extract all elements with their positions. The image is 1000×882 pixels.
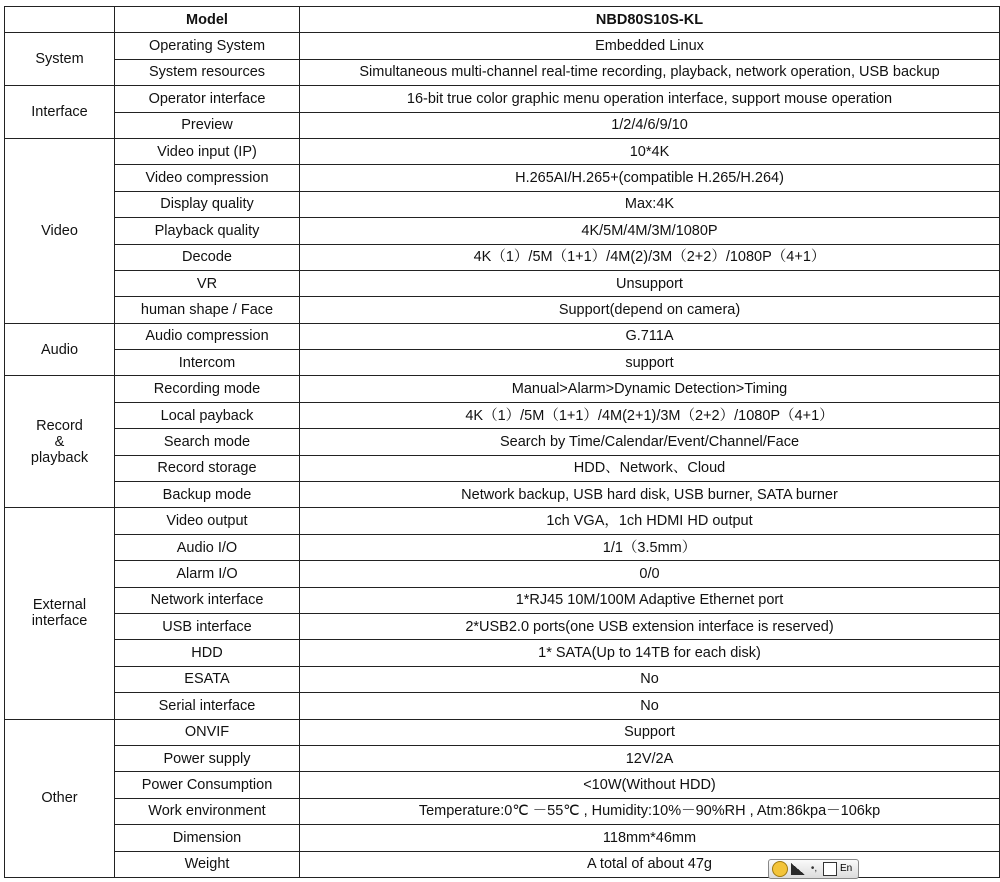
feature-cell: Intercom <box>115 350 300 376</box>
feature-cell: Network interface <box>115 587 300 613</box>
feature-cell: USB interface <box>115 613 300 639</box>
table-row <box>5 429 1000 455</box>
category-label: Other <box>41 790 78 807</box>
value-cell: Simultaneous multi-channel real-time recording, playback, network operation, USB backup <box>300 59 1000 85</box>
table-row <box>5 640 1000 666</box>
value-cell: No <box>300 693 1000 719</box>
table-row <box>5 719 1000 745</box>
value-cell: Manual>Alarm>Dynamic Detection>Timing <box>300 376 1000 402</box>
table-row <box>5 270 1000 296</box>
category-cell <box>5 719 115 877</box>
category-label: Video <box>41 222 78 239</box>
feature-cell: Audio compression <box>115 323 300 349</box>
table-row <box>5 561 1000 587</box>
value-cell: 2*USB2.0 ports(one USB extension interface is reserved) <box>300 613 1000 639</box>
feature-cell: Weight <box>115 851 300 877</box>
feature-cell: human shape / Face <box>115 297 300 323</box>
header-model-label: Model <box>115 7 300 33</box>
category-label: playback <box>30 449 89 466</box>
table-row <box>5 482 1000 508</box>
feature-cell: HDD <box>115 640 300 666</box>
feature-cell: Work environment <box>115 798 300 824</box>
table-row <box>5 165 1000 191</box>
table-row <box>5 798 1000 824</box>
value-cell: 10*4K <box>300 138 1000 164</box>
feature-cell: ESATA <box>115 666 300 692</box>
value-cell: A total of about 47g <box>300 851 1000 877</box>
soft-keyboard-icon[interactable] <box>823 862 837 876</box>
table-row <box>5 666 1000 692</box>
language-indicator[interactable]: En <box>840 863 853 874</box>
table-row <box>5 350 1000 376</box>
table-row <box>5 825 1000 851</box>
value-cell: Temperature:0℃ －55℃ , Humidity:10%－90%RH , Atm:86kpa－106kp <box>300 798 1000 824</box>
category-cell <box>5 33 115 86</box>
feature-cell: Operating System <box>115 33 300 59</box>
value-cell: support <box>300 350 1000 376</box>
category-cell <box>5 323 115 376</box>
value-cell: 0/0 <box>300 561 1000 587</box>
table-row <box>5 587 1000 613</box>
ime-face-icon[interactable] <box>772 861 788 877</box>
header-model-value: NBD80S10S-KL <box>300 7 1000 33</box>
feature-cell: Recording mode <box>115 376 300 402</box>
feature-cell: Preview <box>115 112 300 138</box>
feature-cell: Power Consumption <box>115 772 300 798</box>
value-cell: Support(depend on camera) <box>300 297 1000 323</box>
table-row <box>5 297 1000 323</box>
value-cell: Max:4K <box>300 191 1000 217</box>
header-row <box>5 7 1000 33</box>
punctuation-icon[interactable]: •, <box>810 863 818 874</box>
value-cell: Network backup, USB hard disk, USB burner, SATA burner <box>300 482 1000 508</box>
value-cell: 4K（1）/5M（1+1）/4M(2)/3M（2+2）/1080P（4+1） <box>300 244 1000 270</box>
feature-cell: Record storage <box>115 455 300 481</box>
category-cell <box>5 508 115 719</box>
category-cell <box>5 138 115 323</box>
table-row <box>5 33 1000 59</box>
table-row <box>5 534 1000 560</box>
feature-cell: Playback quality <box>115 218 300 244</box>
value-cell: <10W(Without HDD) <box>300 772 1000 798</box>
value-cell: Embedded Linux <box>300 33 1000 59</box>
table-row <box>5 772 1000 798</box>
table-row <box>5 613 1000 639</box>
value-cell: 1/1（3.5mm） <box>300 534 1000 560</box>
category-label: System <box>35 51 84 68</box>
feature-cell: Video compression <box>115 165 300 191</box>
feature-cell: Power supply <box>115 745 300 771</box>
feature-cell: Dimension <box>115 825 300 851</box>
table-row <box>5 402 1000 428</box>
table-row <box>5 112 1000 138</box>
feature-cell: Alarm I/O <box>115 561 300 587</box>
feature-cell: VR <box>115 270 300 296</box>
value-cell: 1* SATA(Up to 14TB for each disk) <box>300 640 1000 666</box>
table-row <box>5 218 1000 244</box>
category-cell <box>5 376 115 508</box>
feature-cell: Backup mode <box>115 482 300 508</box>
value-cell: 4K/5M/4M/3M/1080P <box>300 218 1000 244</box>
feature-cell: Serial interface <box>115 693 300 719</box>
value-cell: 1/2/4/6/9/10 <box>300 112 1000 138</box>
spec-table <box>4 6 1000 878</box>
category-label: Interface <box>31 104 88 121</box>
feature-cell: Audio I/O <box>115 534 300 560</box>
value-cell: No <box>300 666 1000 692</box>
value-cell: Unsupport <box>300 270 1000 296</box>
category-label: Audio <box>40 341 79 358</box>
table-row <box>5 745 1000 771</box>
value-cell: 1*RJ45 10M/100M Adaptive Ethernet port <box>300 587 1000 613</box>
table-row <box>5 244 1000 270</box>
table-row <box>5 455 1000 481</box>
table-row <box>5 138 1000 164</box>
ime-language-bar[interactable] <box>768 859 859 879</box>
category-label: Record <box>36 417 83 434</box>
feature-cell: Search mode <box>115 429 300 455</box>
value-cell: 1ch VGA，1ch HDMI HD output <box>300 508 1000 534</box>
category-cell <box>5 86 115 139</box>
feature-cell: Display quality <box>115 191 300 217</box>
value-cell: HDD、Network、Cloud <box>300 455 1000 481</box>
value-cell: Search by Time/Calendar/Event/Channel/Face <box>300 429 1000 455</box>
value-cell: 118mm*46mm <box>300 825 1000 851</box>
feature-cell: System resources <box>115 59 300 85</box>
table-row <box>5 59 1000 85</box>
feature-cell: Video input (IP) <box>115 138 300 164</box>
table-row <box>5 323 1000 349</box>
header-blank <box>5 7 115 33</box>
value-cell: G.711A <box>300 323 1000 349</box>
category-label: interface <box>31 613 88 630</box>
table-row <box>5 508 1000 534</box>
table-row <box>5 693 1000 719</box>
signal-icon[interactable] <box>791 863 805 875</box>
feature-cell: ONVIF <box>115 719 300 745</box>
value-cell: H.265AI/H.265+(compatible H.265/H.264) <box>300 165 1000 191</box>
category-label: & <box>54 433 65 450</box>
value-cell: 12V/2A <box>300 745 1000 771</box>
table-row <box>5 191 1000 217</box>
value-cell: Support <box>300 719 1000 745</box>
table-row <box>5 376 1000 402</box>
feature-cell: Local payback <box>115 402 300 428</box>
table-row <box>5 86 1000 112</box>
feature-cell: Decode <box>115 244 300 270</box>
feature-cell: Operator interface <box>115 86 300 112</box>
feature-cell: Video output <box>115 508 300 534</box>
value-cell: 16-bit true color graphic menu operation interface, support mouse operation <box>300 86 1000 112</box>
category-label: External <box>32 597 87 614</box>
value-cell: 4K（1）/5M（1+1）/4M(2+1)/3M（2+2）/1080P（4+1） <box>300 402 1000 428</box>
